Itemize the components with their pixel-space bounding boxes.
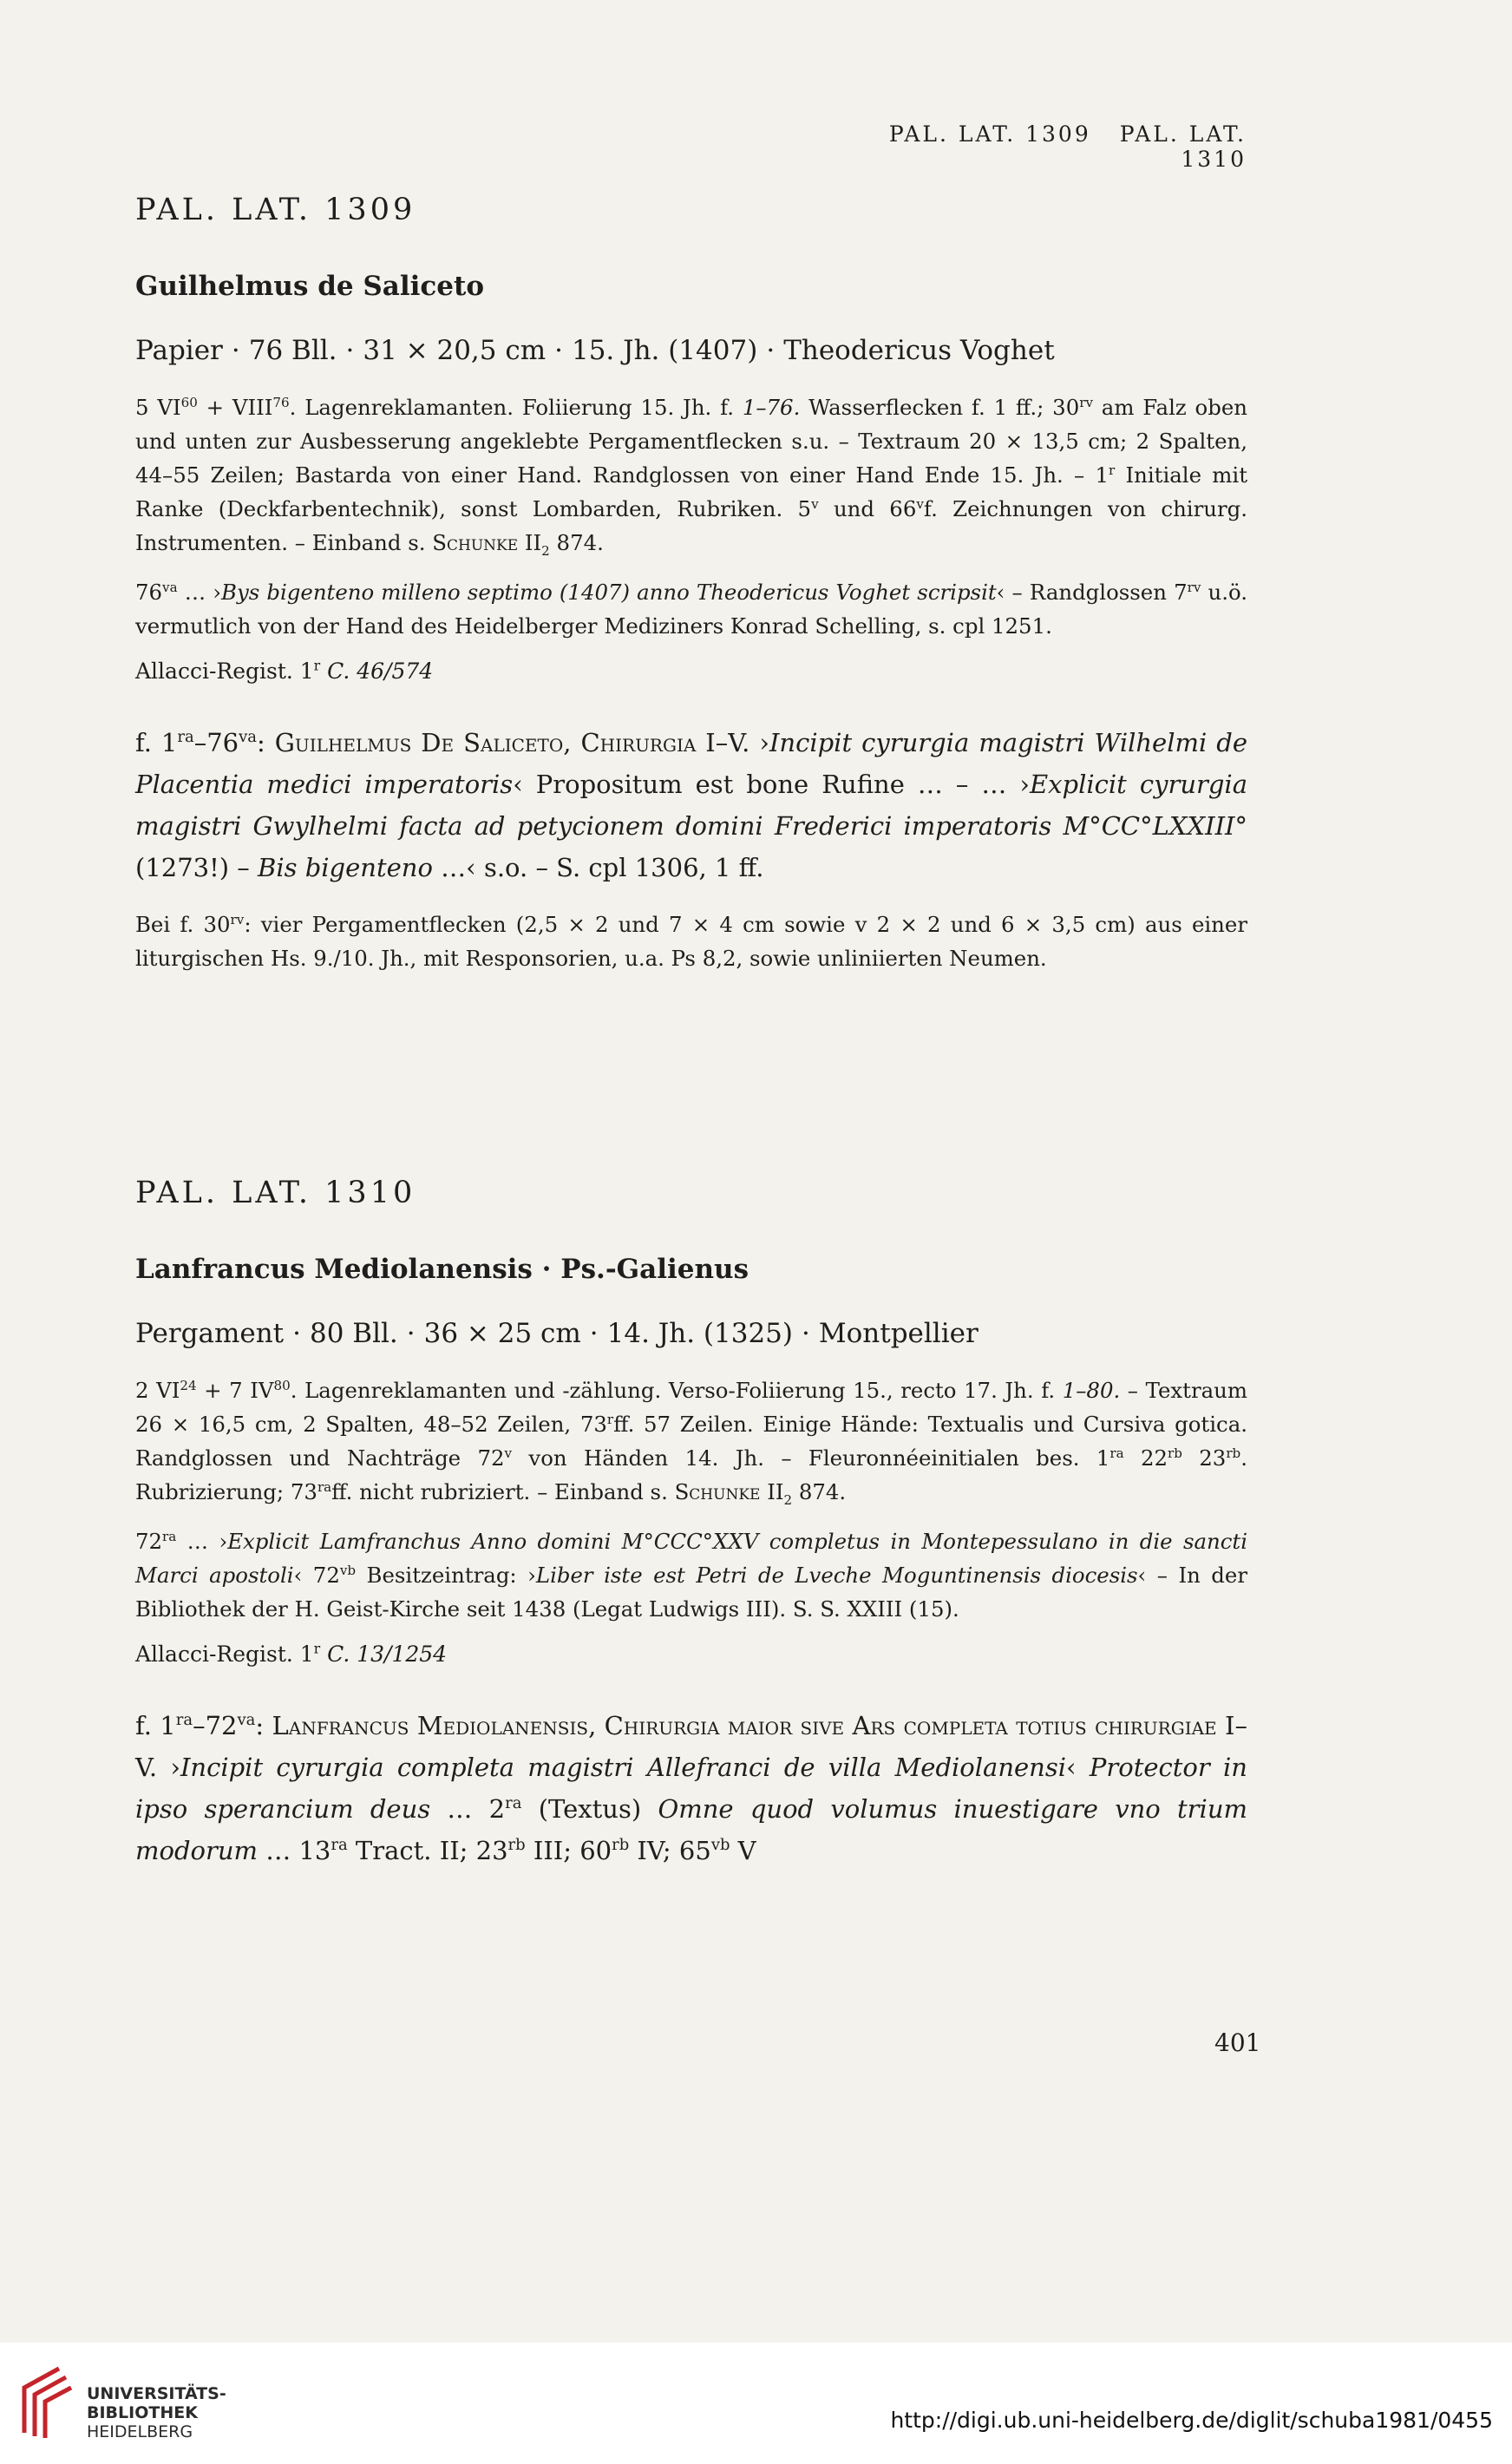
dimensions: 31 × 20,5 cm [363,335,547,366]
source-url-link[interactable]: http://digi.ub.uni-heidelberg.de/diglit/schuba1981/0455 [890,2408,1493,2433]
library-logo-icon [16,2362,76,2441]
catalogue-entry-1309 [135,193,1247,991]
running-head [811,121,1247,172]
codicology-paragraph: 2 $VI^{24} + 7$ IV$^{80}$. Lagenreklamanten und -zählung. Verso-Foliierung 15., recto 17. Jh. f. 1–80. – Textraum 26 × 16,5 cm, 2 Spalten, 48–52 Zeilen, 73$^r$ff. 57 Zeilen. Einige Hände: Textualis und Cursiva gotica. Randglossen und Nachträge 72$^v$ von Händen 14. Jh. – Fleuronnéeinitialen bes. $1^{ra}$ $22^{rb}$ $23^{rb}$. Rubrizierung; $73^{ra}ff$. nicht rubriziert. – Einband s. Schunke $II_2$ 874. [135,1377,1247,1508]
page-number: 401 [1214,2028,1261,2057]
dimensions: 36 × 25 cm [423,1318,581,1349]
contents-paragraph: f. $1^{ra}-72^{va}$: Lanfrancus Mediolanensis, Chirurgia maior sive Ars completa totius chirurgiae I–V. ›Incipit cyrurgia completa magistri Allefranci de villa Mediolanensi‹ Protector in ipso sperancium deus … $2^{ra}$ (Textus) Omne quod volumus inuestigare vno trium modorum … $13^{ra}$ Tract. II; $23^{rb}$ III; $60^{rb}$ IV; $65^{vb}$ V [135,1711,1248,1865]
catalogue-entry-1310 [135,1176,1247,1891]
library-name: UNIVERSITÄTS- BIBLIOTHEK HEIDELBERG [87,2384,226,2441]
leaf-count: 76 Bll. [248,335,337,366]
date: 14. Jh. (1325) [606,1318,793,1349]
codicology-paragraph: 5 $VI^{60}$ + $VIII^{76}$. Lagenreklamanten. Foliierung 15. Jh. f. 1–76. Wasserflecken f. 1 ff.; $30^{rv}$ am Falz oben und unten zur Ausbesserung angeklebte Pergamentflecken s.u. – Textraum 20 × 13,5 cm; 2 Spalten, 44–55 Zeilen; Bastarda von einer Hand. Randglossen von einer Hand Ende 15. Jh. – 1$^r$ Initiale mit Ranke (Deckfarbentechnik), sonst Lombarden, Rubriken. 5$^v$ und 66$^v$f. Zeichnungen von chirurg. Instrumenten. – Einband s. Schunke $II_2$ 874. [135,394,1247,559]
allacci-register: Allacci-Regist. 1$^r$ C. 46/574 [135,658,434,684]
footer-bar [0,2343,1512,2464]
author-heading: Lanfrancus Mediolanensis · Ps.-Galienus [135,1254,749,1285]
contents-paragraph: f. $1^{ra}-76^{va}$: Guilhelmus De Saliceto, Chirurgia I–V. ›Incipit cyrurgia magistri Wilhelmi de Placentia medici imperatoris‹ Propositum est bone Rufine … – … ›Explicit cyrurgia magistri Gwylhelmi facta ad petycionem domini Frederici imperatoris M°CC°LXXIII° (1273!) – Bis bigenteno …‹ s.o. – S. cpl 1306, 1 ff. [135,728,1247,882]
shelfmark-heading: PAL. LAT. 1309 [135,193,416,227]
author-heading: Guilhelmus de Saliceto [135,271,485,302]
running-head-left: PAL. LAT. 1309 [888,121,1091,147]
physical-description: Pergament · 80 Bll. · 36 × 25 cm · 14. Jh. (1325) · Montpellier [135,1318,979,1349]
shelfmark-heading: PAL. LAT. 1310 [135,1176,416,1210]
origin: Montpellier [818,1318,979,1349]
colophon-paragraph: $76^{va}$ … ›Bys bigenteno milleno septimo (1407) anno Theodericus Voghet scripsit‹ – Randglossen $7^{rv}$ u.ö. vermutlich von der Hand des Heidelberger Mediziners Konrad Schelling, s. cpl 1251. [135,579,1247,639]
note-paragraph: Bei f. $30^{rv}$: vier Pergamentflecken (2,5 × 2 und 7 × 4 cm sowie v 2 × 2 und 6 × 3,5 cm) aus einer liturgischen Hs. 9./10. Jh., mit Responsorien, u.a. Ps 8,2, sowie unliniierten Neumen. [135,911,1247,971]
date: 15. Jh. (1407) [571,335,758,366]
physical-description: Papier · 76 Bll. · 31 × 20,5 cm · 15. Jh. (1407) · Theodericus Voghet [135,335,1055,366]
scribe: Theodericus Voghet [783,335,1055,366]
allacci-register: Allacci-Regist. 1$^r$ C. 13/1254 [135,1641,448,1667]
material: Papier [135,335,223,366]
material: Pergament [135,1318,285,1349]
leaf-count: 80 Bll. [309,1318,398,1349]
colophon-paragraph: $72^{ra}$ … ›Explicit Lamfranchus Anno domini M°CCC°XXV completus in Montepessulano in die sancti Marci apostoli‹ $72^{vb}$ Besitzeintrag: ›Liber iste est Petri de Lveche Moguntinensis diocesis‹ – In der Bibliothek der H. Geist-Kirche seit 1438 (Legat Ludwigs III). S. S. XXIII (15). [135,1528,1248,1622]
running-head-right: PAL. LAT. 1310 [1119,121,1247,172]
